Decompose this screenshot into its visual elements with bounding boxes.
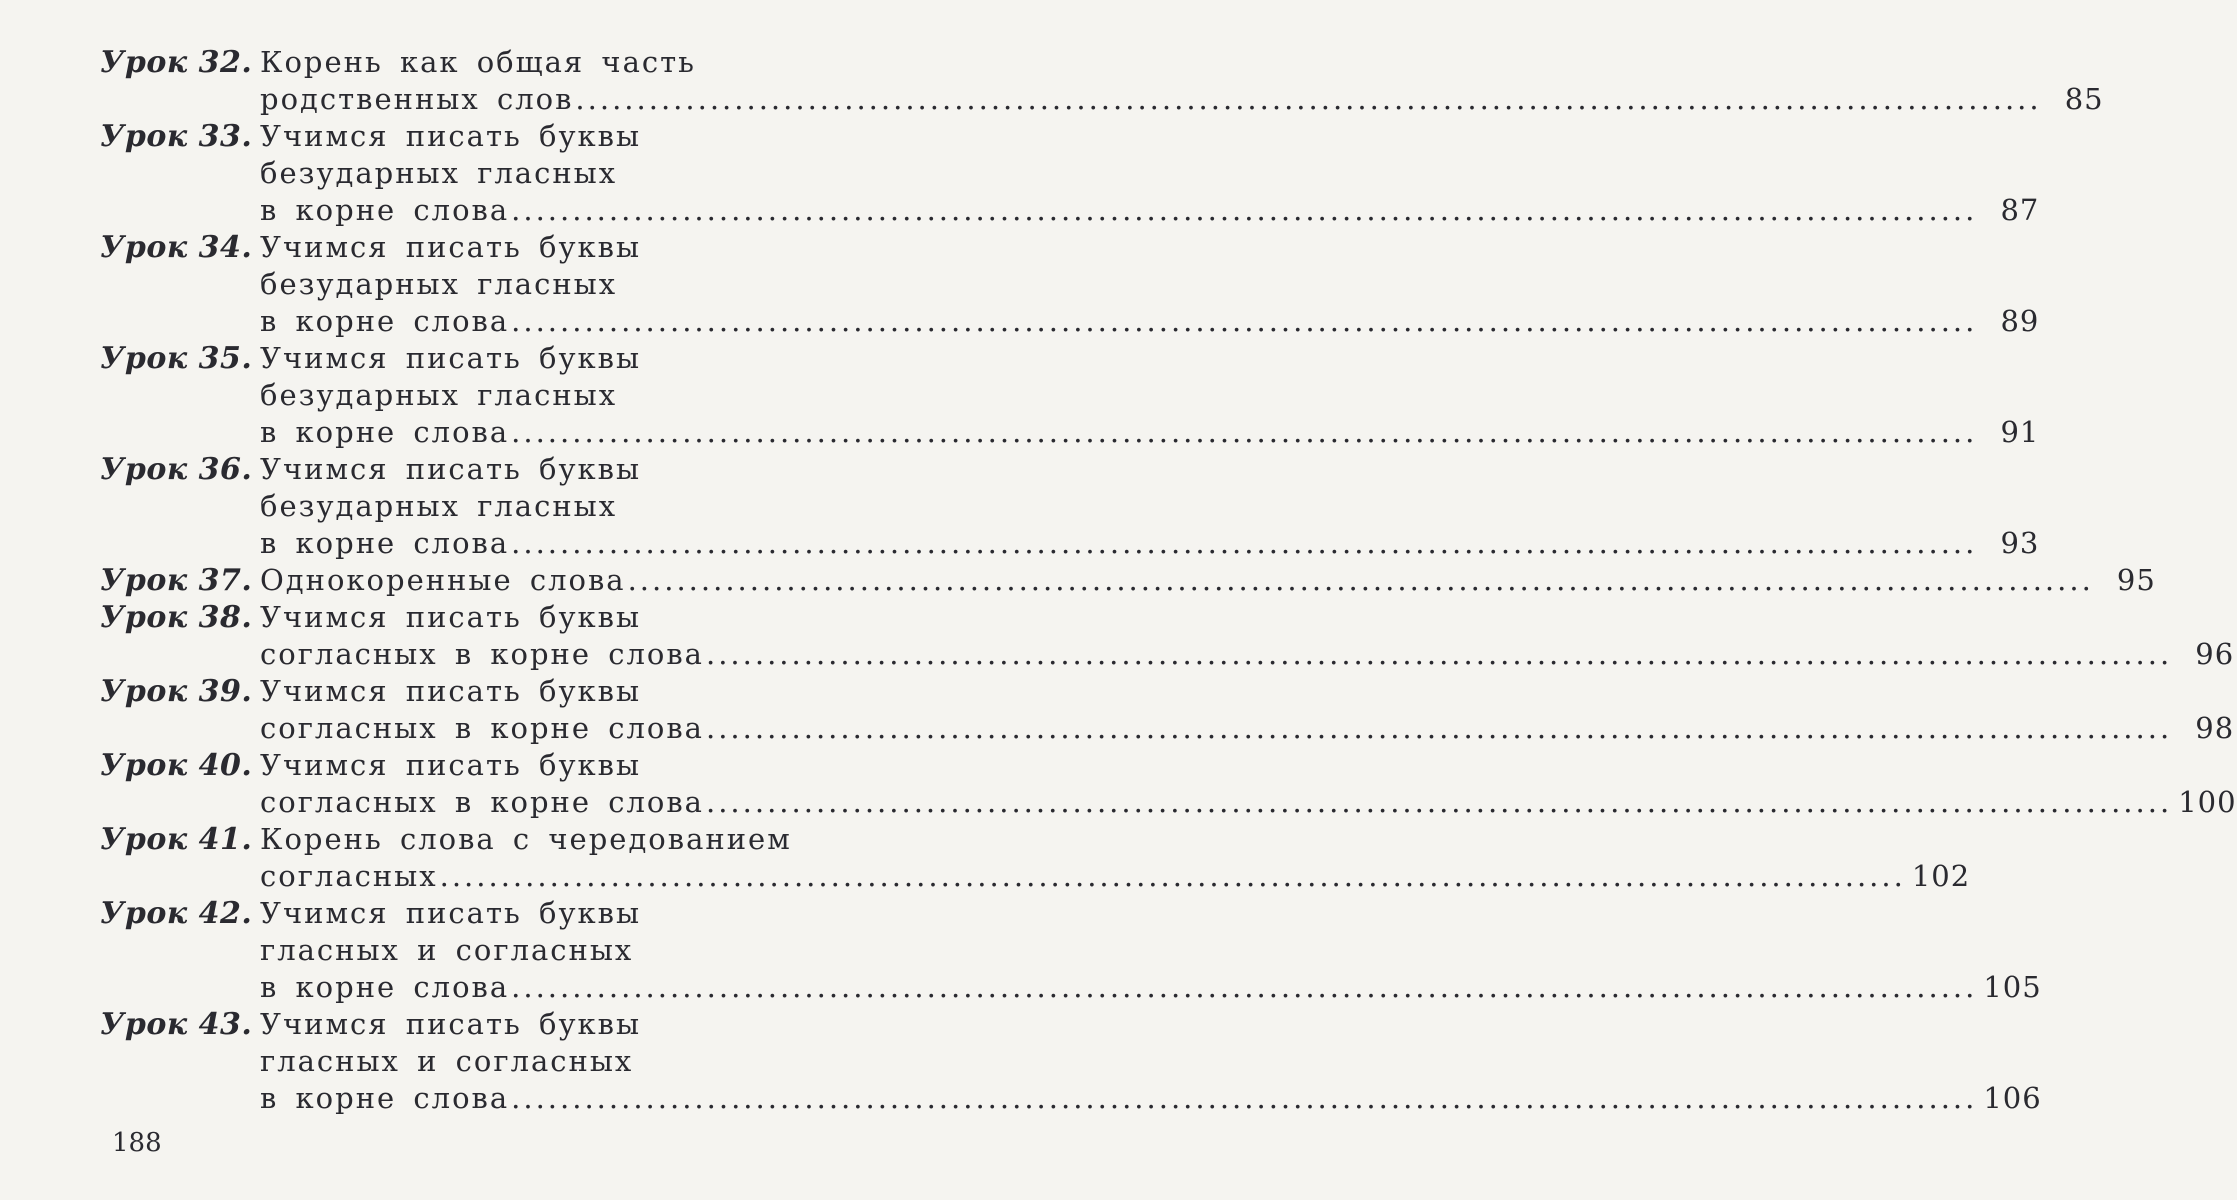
- lesson-number: Урок 32.: [100, 45, 253, 80]
- toc-entry: [100, 747, 2237, 821]
- lesson-title-line: безударных гласных: [260, 267, 618, 301]
- toc-page-number: 89: [2000, 304, 2040, 338]
- toc-page-number: 93: [2000, 526, 2040, 560]
- lesson-title-last-line: [260, 414, 2039, 451]
- lesson-title-last-line: [260, 192, 2039, 229]
- toc-page-number: 87: [2000, 193, 2040, 227]
- toc-entry: [100, 451, 2040, 562]
- lesson-title-last-line: [260, 636, 2234, 673]
- lesson-title-last-line: [260, 1080, 2042, 1117]
- toc-entry: [100, 340, 2040, 451]
- toc-entry: [100, 562, 2156, 599]
- lesson-title-last-line: [260, 81, 2104, 118]
- lesson-number: Урок 36.: [100, 452, 253, 487]
- lesson-title: [260, 1006, 2042, 1117]
- lesson-title-line: Учимся писать буквы: [260, 1007, 642, 1041]
- lesson-title-line: Учимся писать буквы: [260, 674, 642, 708]
- lesson-title-line: согласных: [260, 859, 438, 893]
- toc-page-number: 91: [2000, 415, 2040, 449]
- lesson-title-line: безударных гласных: [260, 378, 618, 412]
- lesson-title-line: в корне слова: [260, 193, 510, 227]
- lesson-number: Урок 43.: [100, 1007, 253, 1042]
- lesson-title: [260, 747, 2237, 821]
- page-number-folio: 188: [112, 1128, 162, 1158]
- lesson-number: Урок 42.: [100, 896, 253, 931]
- toc-entry: [100, 229, 2040, 340]
- lesson-title-last-line: [260, 710, 2234, 747]
- dot-leader: ........................................................................................................................: [511, 304, 1978, 338]
- lesson-title-line: Учимся писать буквы: [260, 341, 642, 375]
- lesson-title-line: в корне слова: [260, 304, 510, 338]
- lesson-title: [260, 599, 2234, 673]
- lesson-title: [260, 895, 2042, 1006]
- lesson-title-line: гласных и согласных: [260, 1044, 634, 1078]
- lesson-title: [260, 118, 2039, 229]
- lesson-title-last-line: [260, 303, 2039, 340]
- toc-page-number: 98: [2195, 711, 2235, 745]
- lesson-title-line: в корне слова: [260, 970, 510, 1004]
- lesson-title-last-line: [260, 784, 2237, 821]
- toc-page-number: 105: [1983, 970, 2042, 1004]
- dot-leader: ........................................................................................................................: [511, 970, 1978, 1004]
- lesson-title-line: в корне слова: [260, 1081, 510, 1115]
- lesson-title: [260, 229, 2039, 340]
- toc-page-number: 96: [2195, 637, 2235, 671]
- lesson-number: Урок 34.: [100, 230, 253, 265]
- lesson-title-line: Учимся писать буквы: [260, 600, 642, 634]
- toc-entry: [100, 44, 2104, 118]
- dot-leader: ........................................................................................................................: [705, 637, 2173, 671]
- lesson-title-line: Учимся писать буквы: [260, 896, 642, 930]
- lesson-title-last-line: [260, 969, 2042, 1006]
- lesson-title-line: Учимся писать буквы: [260, 230, 642, 264]
- lesson-title: [260, 340, 2039, 451]
- lesson-title: [260, 673, 2234, 747]
- table-of-contents: [100, 44, 2237, 1117]
- dot-leader: ........................................................................................................................: [511, 415, 1978, 449]
- lesson-title: [260, 451, 2039, 562]
- lesson-title-line: родственных слов: [260, 82, 574, 116]
- toc-page-number: 102: [1911, 859, 1971, 893]
- dot-leader: ........................................................................................................................: [627, 563, 2094, 597]
- lesson-number: Урок 39.: [100, 674, 253, 709]
- lesson-title-line: Однокоренные слова: [260, 563, 626, 597]
- lesson-title-line: Корень как общая часть: [260, 45, 696, 79]
- lesson-title-line: Корень слова с чередованием: [260, 822, 792, 856]
- lesson-title-last-line: [260, 562, 2156, 599]
- lesson-title-line: в корне слова: [260, 415, 510, 449]
- lesson-title: [260, 821, 1970, 895]
- lesson-title-line: Учимся писать буквы: [260, 452, 642, 486]
- lesson-number: Урок 41.: [100, 822, 253, 857]
- toc-entry: [100, 673, 2235, 747]
- lesson-title: [260, 44, 2104, 118]
- dot-leader: ........................................................................................................................: [439, 859, 1906, 893]
- lesson-number: Урок 33.: [100, 119, 253, 154]
- toc-entry: [100, 821, 1971, 895]
- toc-page-number: 100: [2178, 785, 2237, 819]
- lesson-title-line: безударных гласных: [260, 156, 618, 190]
- lesson-title-line: Учимся писать буквы: [260, 748, 642, 782]
- lesson-title-line: Учимся писать буквы: [260, 119, 642, 153]
- toc-entry: [100, 599, 2235, 673]
- lesson-title-line: согласных в корне слова: [260, 711, 704, 745]
- lesson-title-line: согласных в корне слова: [260, 637, 704, 671]
- toc-entry: [100, 895, 2042, 1006]
- dot-leader: ........................................................................................................................: [575, 82, 2042, 116]
- dot-leader: ........................................................................................................................: [511, 1081, 1978, 1115]
- lesson-title-line: гласных и согласных: [260, 933, 634, 967]
- lesson-number: Урок 35.: [100, 341, 253, 376]
- toc-entry: [100, 1006, 2042, 1117]
- lesson-title: [260, 562, 2156, 599]
- lesson-title-line: согласных в корне слова: [260, 785, 704, 819]
- lesson-title-last-line: [260, 858, 1970, 895]
- toc-page-number: 106: [1983, 1081, 2042, 1115]
- dot-leader: ........................................................................................................................: [705, 711, 2173, 745]
- toc-entry: [100, 118, 2040, 229]
- lesson-number: Урок 38.: [100, 600, 253, 635]
- dot-leader: ........................................................................................................................: [511, 526, 1978, 560]
- lesson-title-line: в корне слова: [260, 526, 510, 560]
- toc-page-number: 95: [2116, 563, 2156, 597]
- lesson-number: Урок 40.: [100, 748, 253, 783]
- lesson-number: Урок 37.: [100, 563, 253, 598]
- lesson-title-last-line: [260, 525, 2039, 562]
- dot-leader: ........................................................................................................................: [511, 193, 1978, 227]
- dot-leader: ........................................................................................................................: [705, 785, 2173, 819]
- lesson-title-line: безударных гласных: [260, 489, 618, 523]
- toc-page-number: 85: [2064, 82, 2104, 116]
